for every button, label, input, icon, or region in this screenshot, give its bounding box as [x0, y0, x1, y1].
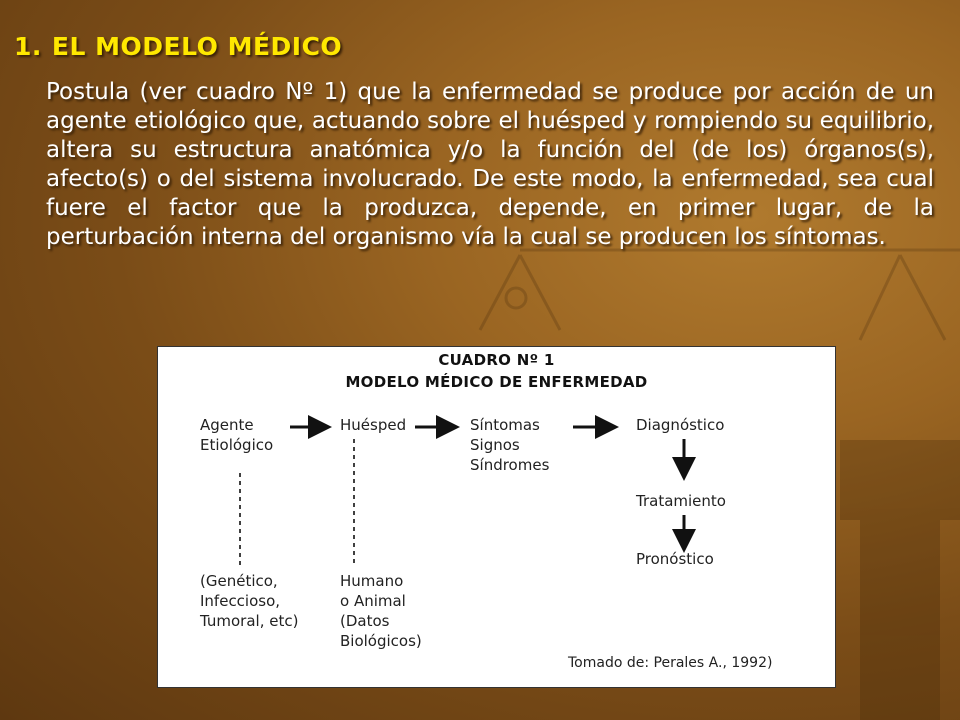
- figure-title-line1: CUADRO Nº 1: [438, 351, 555, 369]
- heading-title: EL MODELO MÉDICO: [51, 32, 343, 61]
- node-diagnostico: Diagnóstico: [636, 416, 725, 434]
- node-agente-etiologico: Agente Etiológico: [200, 416, 274, 454]
- slide-paragraph: Postula (ver cuadro Nº 1) que la enfermedad se produce por acción de un agente etiológico que, actuando sobre el huésped y rompiendo su equilibrio, altera su estructura anatómica y/o la función del (de los) órganos(s), afecto(s) o del sistema involucrado. De este modo, la enfermedad, sea cual fuere el factor que la produzca, depende, en primer lugar, de la perturbación interna del organismo vía la cual se producen los síntomas.: [46, 79, 934, 250]
- slide-heading: [14, 32, 342, 61]
- node-pronostico: Pronóstico: [636, 550, 714, 568]
- figure-credit: Tomado de: Perales A., 1992): [568, 655, 773, 671]
- node-huesped: Huésped: [340, 416, 407, 434]
- medical-model-diagram: [157, 346, 836, 688]
- heading-number: 1.: [14, 32, 42, 61]
- node-sintomas: Síntomas Signos Síndromes: [470, 416, 550, 474]
- diagram-connectors: [158, 347, 835, 687]
- node-agente-detail: (Genético, Infeccioso, Tumoral, etc): [200, 572, 299, 630]
- node-huesped-detail: Humano o Animal (Datos Biológicos): [340, 572, 422, 650]
- figure-title-line2: MODELO MÉDICO DE ENFERMEDAD: [345, 373, 648, 391]
- node-tratamiento: Tratamiento: [636, 492, 726, 510]
